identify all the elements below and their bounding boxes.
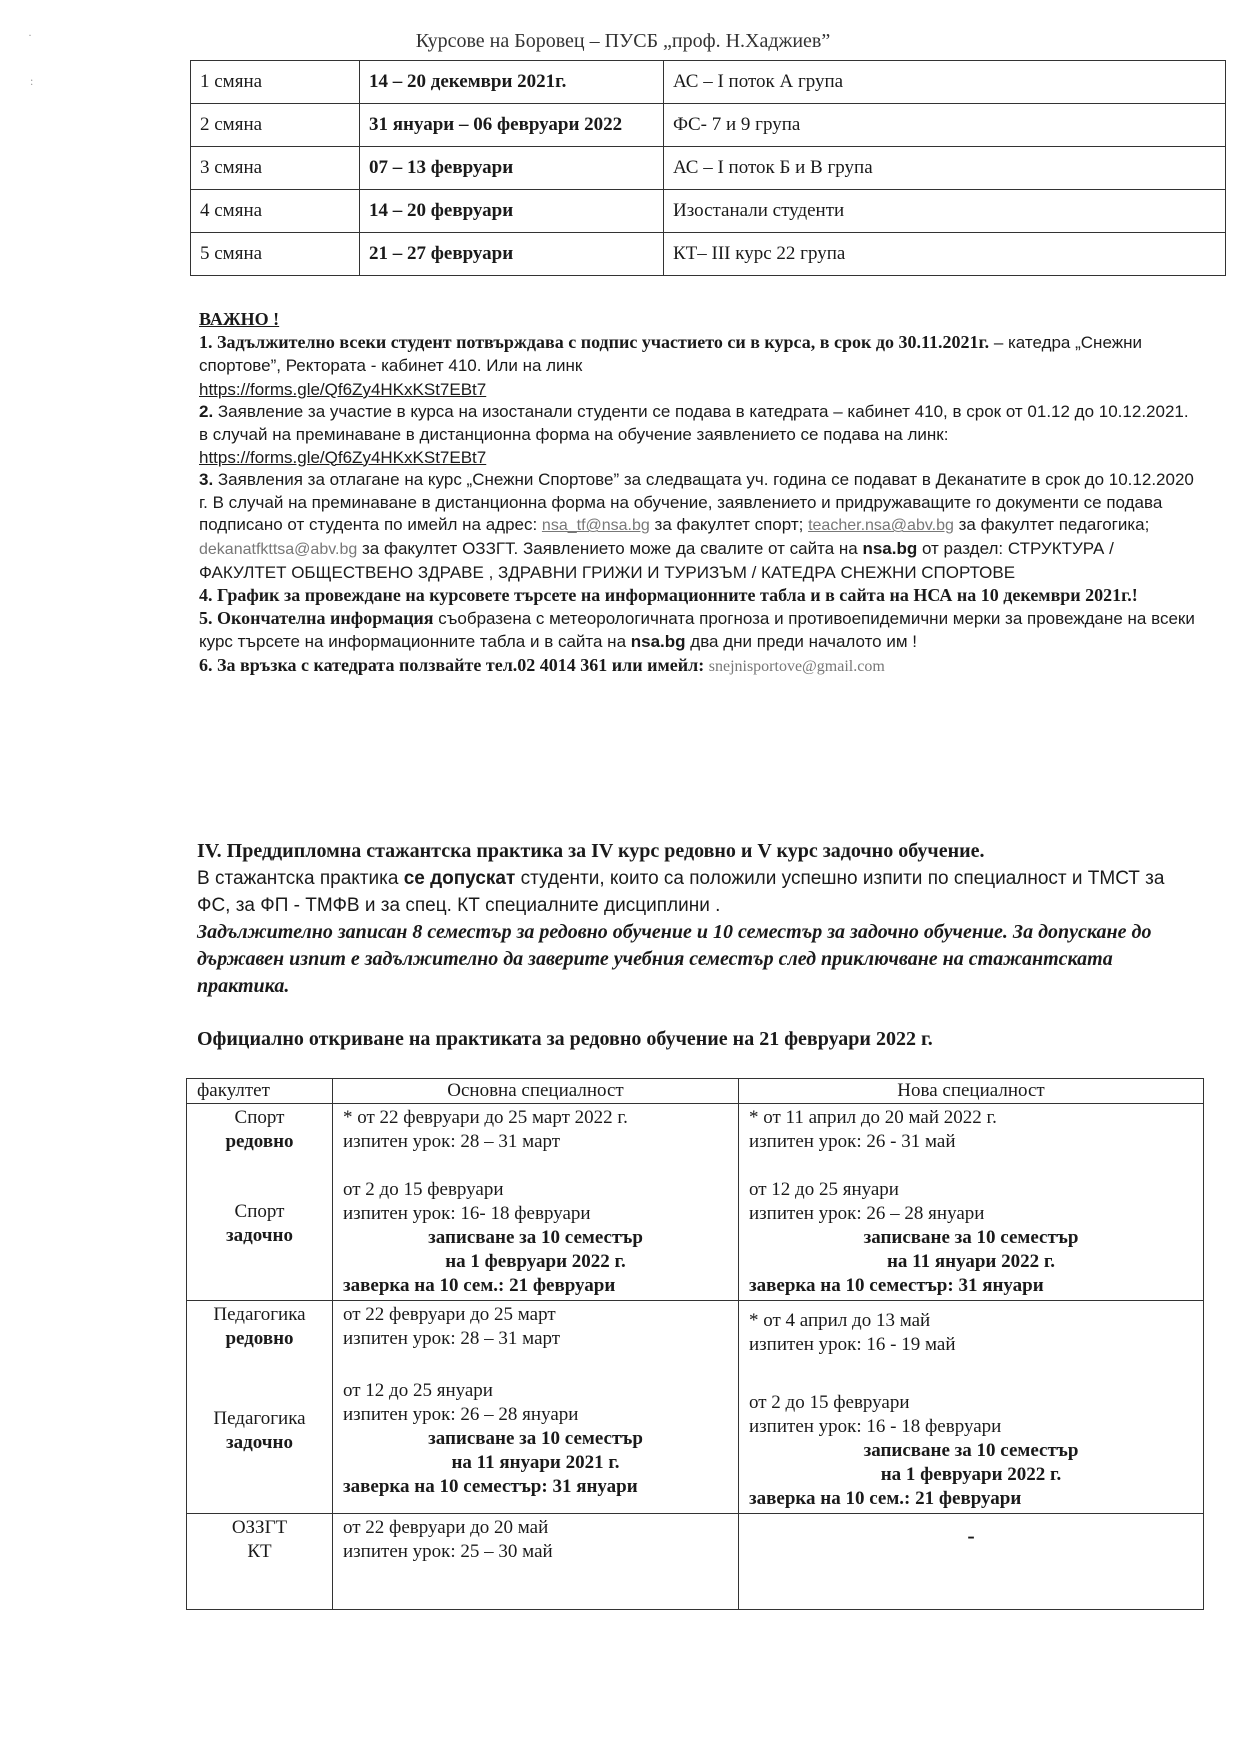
scan-mark: · [28, 28, 32, 42]
faculty-cell [187, 1104, 333, 1301]
enrollment-date: на 1 февруари 2022 г. [880, 1464, 1062, 1485]
table-row [187, 1104, 1204, 1301]
group-cell: Изостанали студенти [664, 190, 1226, 233]
contact-email-link[interactable]: snejnisportove@gmail.com [708, 657, 885, 675]
site-link[interactable]: nsa.bg [630, 632, 686, 652]
note-1 [199, 331, 1199, 402]
email-sport-link[interactable]: nsa_tf@nsa.bg [541, 517, 650, 535]
table-header-row [187, 1079, 1204, 1104]
faculty-cell [187, 1301, 333, 1514]
note-1-bold: 1. Задължително всеки студент потвърждава с подпис участието си в курса, в срок до 30.11.2021г. [199, 331, 990, 352]
shift-cell: 1 смяна [191, 61, 360, 104]
table-row [191, 147, 1226, 190]
exam-line: изпитен урок: 25 – 30 май [343, 1541, 553, 1562]
faculty-name: Педагогика [213, 1408, 306, 1429]
exam-line: изпитен урок: 16 - 18 февруари [749, 1416, 1002, 1437]
certification-line: заверка на 10 семестър: 31 януари [749, 1275, 1044, 1296]
new-specialty-cell [739, 1514, 1204, 1610]
table-row [187, 1514, 1204, 1610]
dates-cell: 14 – 20 декември 2021г. [360, 61, 664, 104]
empty-dash: - [967, 1523, 975, 1548]
main-specialty-cell [333, 1514, 739, 1610]
faculty-name: Спорт [234, 1201, 285, 1222]
certification-line: заверка на 10 семестър: 31 януари [343, 1476, 638, 1497]
group-cell: КТ– ІІІ курс 22 група [664, 233, 1226, 276]
admission-paragraph [197, 865, 1197, 919]
note-3-mid: за факултет ОЗЗГТ. Заявлението може да свалите от сайта на [357, 538, 863, 558]
group-cell: ФС- 7 и 9 група [664, 104, 1226, 147]
period-line: от 2 до 15 февруари [749, 1392, 910, 1413]
certification-line: заверка на 10 сем.: 21 февруари [343, 1275, 616, 1296]
enrollment-line: записване за 10 семестър [428, 1428, 643, 1449]
note-5 [199, 607, 1199, 654]
note-3-mid: за факултет педагогика; [953, 515, 1150, 535]
enrollment-line: записване за 10 семестър [863, 1227, 1079, 1248]
exam-line: изпитен урок: 26 – 28 януари [749, 1203, 985, 1224]
study-form: задочно [226, 1225, 293, 1246]
faculty-name: Спорт [234, 1107, 285, 1128]
shifts-table [190, 60, 1226, 276]
note-5-end: два дни преди началото им ! [685, 632, 917, 652]
table-row [191, 233, 1226, 276]
admission-bold: се допускат [403, 868, 516, 889]
email-pedagogy-link[interactable]: teacher.nsa@abv.bg [808, 517, 954, 535]
exam-line: изпитен урок: 26 - 31 май [749, 1131, 956, 1152]
period-line: * от 11 април до 20 май 2022 г. [749, 1107, 997, 1128]
period-line: от 22 февруари до 25 март [343, 1304, 556, 1325]
admission-text: студенти, които са положили успешно изпити по специалност и ТМСТ за ФС, за ФП - ТМФВ и за спец. КТ специалните дисциплини . [197, 868, 1165, 916]
note-1-text: – катедра „Снежни спортове”, Ректората - кабинет 410. Или на линк [199, 332, 1142, 376]
practice-table [186, 1078, 1204, 1610]
study-form: редовно [225, 1328, 294, 1349]
page-header: Курсове на Боровец – ПУСБ „проф. Н.Хаджиев” [415, 30, 831, 52]
certification-line: заверка на 10 сем.: 21 февруари [749, 1488, 1022, 1509]
note-3-end: от раздел: СТРУКТУРА / ФАКУЛТЕТ ОБЩЕСТВЕНО ЗДРАВЕ , ЗДРАВНИ ГРИЖИ И ТУРИЗЪМ / КАТЕДРА СНЕЖНИ СПОРТОВЕ [199, 538, 1114, 582]
note-3-text: Заявления за отлагане на курс „Снежни Спортове” за следващата уч. година се подават в Деканатите в срок до 10.12.2020 г. В случай на преминаване в дистанционна форма на обучение, заявлението и придружаващите го документи се подава подписано от студента по имейл на адрес: [199, 470, 1194, 535]
exam-line: изпитен урок: 26 – 28 януари [343, 1404, 579, 1425]
note-3 [199, 469, 1199, 584]
group-cell: АС – І поток А група [664, 61, 1226, 104]
period-line: от 12 до 25 януари [343, 1380, 493, 1401]
table-row [191, 61, 1226, 104]
exam-line: изпитен урок: 16- 18 февруари [343, 1203, 591, 1224]
note-4: 4. График за провеждане на курсовете търсете на информационните табла и в сайта на НСА на 10 декември 2021г.! [199, 585, 1138, 606]
table-row [191, 104, 1226, 147]
period-line: от 2 до 15 февруари [343, 1179, 504, 1200]
new-specialty-cell [739, 1301, 1204, 1514]
shift-cell: 4 смяна [191, 190, 360, 233]
note-6 [199, 654, 1199, 679]
dates-cell: 31 януари – 06 февруари 2022 [360, 104, 664, 147]
period-line: * от 22 февруари до 25 март 2022 г. [343, 1107, 628, 1128]
study-form: задочно [226, 1432, 293, 1453]
form-link[interactable]: https://forms.gle/Qf6Zy4HKxKSt7EBt7 [199, 447, 487, 467]
new-specialty-cell [739, 1104, 1204, 1301]
main-specialty-cell [333, 1301, 739, 1514]
enrollment-date: на 1 февруари 2022 г. [445, 1251, 626, 1272]
study-form: редовно [225, 1131, 294, 1152]
column-header: Основна специалност [333, 1079, 739, 1104]
site-link[interactable]: nsa.bg [862, 538, 918, 558]
mandatory-note: Задължително записан 8 семестър за редовно обучение и 10 семестър за задочно обучение. За допускане до държавен изпит е задължително да заверите учебния семестър след приключване на стажантската практика. [197, 921, 1152, 997]
shift-cell: 3 смяна [191, 147, 360, 190]
column-header: Нова специалност [739, 1079, 1204, 1104]
note-5-text: съобразена с метеорологичната прогноза и противоепидемични мерки за провеждане на всеки курс търсете на информационните табла и в сайта на [199, 608, 1195, 652]
form-link[interactable]: https://forms.gle/Qf6Zy4HKxKSt7EBt7 [199, 379, 487, 399]
note-2 [199, 401, 1199, 469]
admission-text: В стажантска практика [197, 868, 404, 889]
faculty-name: КТ [247, 1541, 272, 1562]
section-title: IV. Преддипломна стажантска практика за IV курс редовно и V курс задочно обучение. [197, 840, 985, 862]
period-line: от 12 до 25 януари [749, 1179, 899, 1200]
note-2-number: 2. [199, 402, 214, 422]
scan-mark: : [30, 74, 34, 88]
period-line: * от 4 април до 13 май [749, 1310, 931, 1331]
main-specialty-cell [333, 1104, 739, 1301]
table-row [191, 190, 1226, 233]
period-line: от 22 февруари до 20 май [343, 1517, 549, 1538]
enrollment-date: на 11 януари 2021 г. [451, 1452, 620, 1473]
faculty-name: ОЗЗГТ [231, 1517, 288, 1538]
faculty-cell [187, 1514, 333, 1610]
column-header: факултет [187, 1079, 333, 1104]
table-row [187, 1301, 1204, 1514]
note-6-text: 6. За връзка с катедрата ползвайте тел.02 4014 361 или имейл: [199, 654, 709, 675]
email-ozzgt-link[interactable]: dekanatfkttsa@abv.bg [199, 540, 358, 558]
important-heading: ВАЖНО ! [199, 309, 280, 329]
note-2-text: Заявление за участие в курса на изостанали студенти се подава в катедрата – кабинет 410, в срок от 01.12 до 10.12.2021. в случай на преминаване в дистанционна форма на обучение заявлението се подава на линк: [199, 402, 1189, 444]
important-notes [199, 308, 1199, 679]
exam-line: изпитен урок: 16 - 19 май [749, 1334, 956, 1355]
enrollment-line: записване за 10 семестър [428, 1227, 643, 1248]
exam-line: изпитен урок: 28 – 31 март [343, 1131, 561, 1152]
note-3-mid: за факултет спорт; [649, 515, 809, 535]
opening-announcement: Официално откриване на практиката за редовно обучение на 21 февруари 2022 г. [197, 1028, 933, 1050]
enrollment-date: на 11 януари 2022 г. [886, 1251, 1056, 1272]
shift-cell: 5 смяна [191, 233, 360, 276]
faculty-name: Педагогика [213, 1304, 306, 1325]
group-cell: АС – І поток Б и В група [664, 147, 1226, 190]
enrollment-line: записване за 10 семестър [863, 1440, 1079, 1461]
note-5-bold: 5. Окончателна информация [199, 607, 434, 628]
dates-cell: 21 – 27 февруари [360, 233, 664, 276]
dates-cell: 07 – 13 февруари [360, 147, 664, 190]
dates-cell: 14 – 20 февруари [360, 190, 664, 233]
section-iv [197, 838, 1197, 1000]
shift-cell: 2 смяна [191, 104, 360, 147]
exam-line: изпитен урок: 28 – 31 март [343, 1328, 561, 1349]
note-3-number: 3. [199, 470, 214, 490]
